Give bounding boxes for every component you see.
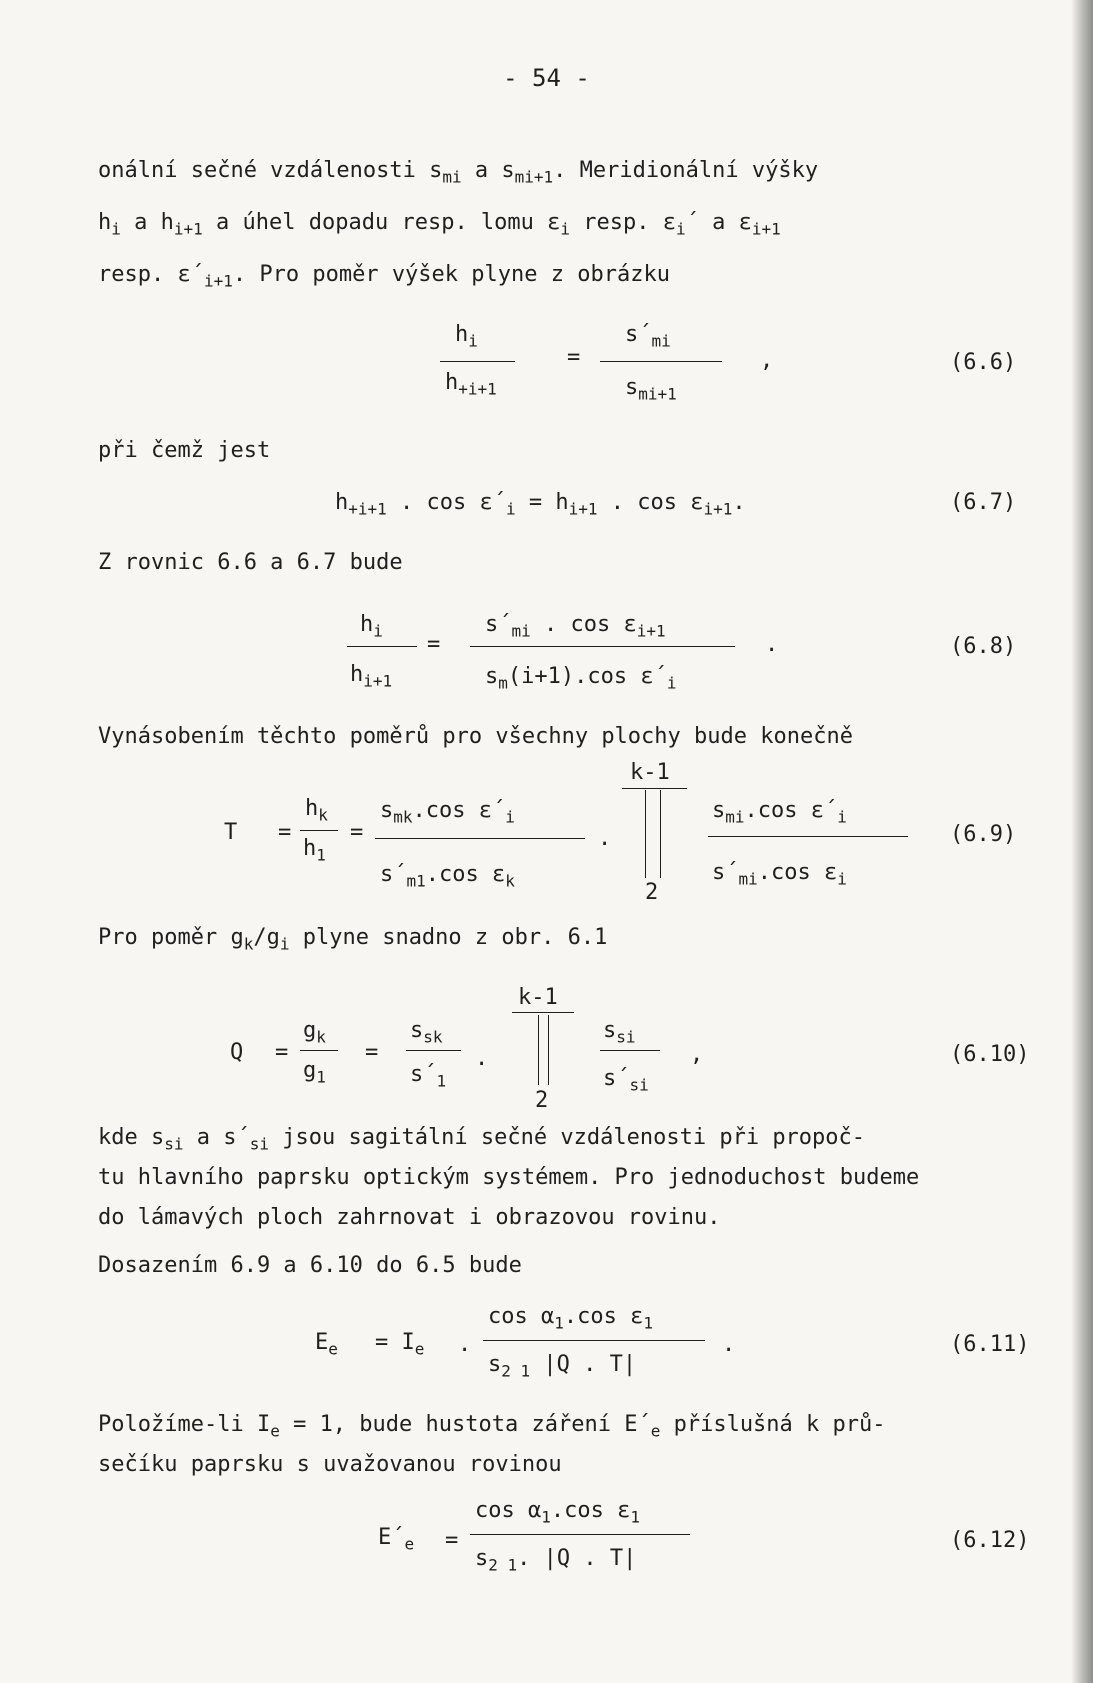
equation-6-7: $h_{+i+1}$ . $\cos \varepsilon´_i = h_{i+1}$ . $\cos \varepsilon_{i+1}$. bbox=[335, 490, 746, 519]
equation-number-6-8: (6.8) bbox=[950, 634, 1017, 659]
para3-line1: Položíme-li $I_e = 1$, bude hustota záření $E´_e$ příslušná k prů- bbox=[98, 1412, 886, 1441]
para2-line2: tu hlavního paprsku optickým systémem. Pro jednoduchost budeme bbox=[98, 1165, 920, 1190]
equation-number-6-11: (6.11) bbox=[950, 1332, 1030, 1357]
page-edge-shadow bbox=[1071, 0, 1093, 1683]
equation-number-6-6: (6.6) bbox=[950, 350, 1017, 375]
scanned-page: - 54 - onální sečné vzdálenosti $s_{mi}$ a $s_{mi+1}$. Meridionální výšky $h_i$ a $h_{i+1}$ a úhel dopadu resp. lomu $\varepsilon_i$ resp. $\varepsilon_i´$ a $\varepsilon_{i+1}$ resp. $\varepsilon´_{i+1}$. Pro poměr výšek plyne z obrázku $h_i$ $h_{+i+1}$ = $s´_{mi}$ $s_{mi+1}$ , (6.6) při čemž jest $h_{+i+1}$ . $\cos \varepsilon´_i = h_{i+1}$ . $\cos \varepsilon_{i+1}$. (6.7) Z rovnic 6.6 a 6.7 bude $h_i$ $h_{i+1}$ = $s´_{mi}$ . $\cos \varepsilon_{i+1}$ $s_m(i+1).\cos$ $\varepsilon´_i$ . (6.8) Vynásobením těchto poměrů pro všechny plochy bude konečně T = $h_k$ $h_1$ = $s_{mk}.\cos$ $\varepsilon´_i$ $s´_{m1}.\cos$ $\varepsilon_k$ . k-1 2 $s_{mi}.\cos$ $\varepsilon´_i$ $s´_{mi}.\cos$ $\varepsilon_i$ (6.9) Pro poměr $g_k/g_i$ plyne snadno z obr. 6.1 Q = $g_k$ $g_1$ = $s_{sk}$ $s´_1$ . k-1 2 $s_{si}$ $s´_{si}$ , (6.10) kde $s_{si}$ a $s´_{si}$ jsou sagitální sečné vzdálenosti při propoč- tu hlavního paprsku optickým systémem. Pro jednoduchost budeme do lámavých ploch zahrnovat i obrazovou rovinu. Dosazením 6.9 a 6.10 do 6.5 bude $E_e$ = $I_e$ . $\cos \alpha_1.\cos$ $\varepsilon_1$ $s_{2 1}$ |Q . T| . (6.11) Položíme-li $I_e = 1$, bude hustota záření $E´_e$ příslušná k prů- sečíku paprsku s uvažovanou rovinou $E´_e$ = $\cos \alpha_1.\cos$ $\varepsilon_1$ $s_{2 1}$. |Q . T| (6.12) bbox=[0, 0, 1093, 1683]
para2-line1: kde $s_{si}$ a $s´_{si}$ jsou sagitální sečné vzdálenosti při propoč- bbox=[98, 1125, 866, 1154]
para3-line2: sečíku paprsku s uvažovanou rovinou bbox=[98, 1452, 562, 1477]
equation-number-6-10: (6.10) bbox=[950, 1042, 1030, 1067]
text-dosazenim: Dosazením 6.9 a 6.10 do 6.5 bude bbox=[98, 1253, 522, 1278]
page-number: - 54 - bbox=[503, 64, 590, 92]
equation-number-6-9: (6.9) bbox=[950, 822, 1017, 847]
equation-number-6-12: (6.12) bbox=[950, 1528, 1030, 1553]
text-propomer: Pro poměr $g_k/g_i$ plyne snadno z obr. 6.1 bbox=[98, 925, 608, 954]
equation-number-6-7: (6.7) bbox=[950, 490, 1017, 515]
para2-line3: do lámavých ploch zahrnovat i obrazovou rovinu. bbox=[98, 1205, 721, 1230]
text-zrovnic: Z rovnic 6.6 a 6.7 bude bbox=[98, 550, 403, 575]
para1-line2: $h_i$ a $h_{i+1}$ a úhel dopadu resp. lomu $\varepsilon_i$ resp. $\varepsilon_i´$ a $\varepsilon_{i+1}$ bbox=[98, 210, 781, 239]
text-pricemz: při čemž jest bbox=[98, 438, 271, 463]
para1-line1: onální sečné vzdálenosti $s_{mi}$ a $s_{mi+1}$. Meridionální výšky bbox=[98, 158, 819, 187]
text-vynasobenim: Vynásobením těchto poměrů pro všechny plochy bude konečně bbox=[98, 724, 853, 749]
para1-line3: resp. $\varepsilon´_{i+1}$. Pro poměr výšek plyne z obrázku bbox=[98, 262, 670, 291]
